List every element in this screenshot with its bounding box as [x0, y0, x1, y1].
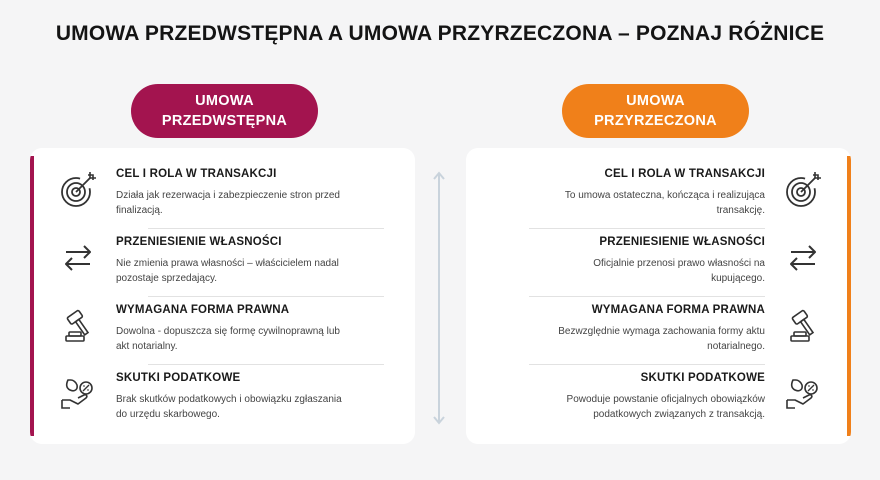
row-description	[520, 188, 765, 218]
left-row-goal	[30, 148, 415, 218]
row-heading: PRZENIESIENIE WŁASNOŚCI	[116, 236, 282, 248]
row-heading: WYMAGANA FORMA PRAWNA	[591, 304, 765, 316]
desc-line: finalizacją.	[116, 205, 163, 216]
left-card	[30, 148, 415, 444]
desc-line: notarialnego.	[707, 341, 765, 352]
right-pill-line1: UMOWA	[626, 93, 685, 109]
right-header-pill	[562, 84, 749, 138]
right-row-ownership	[466, 216, 851, 286]
right-pill-line2: PRZYRZECZONA	[594, 113, 717, 129]
desc-line: Dowolna - dopuszcza się formę cywilnoprawną lub	[116, 326, 340, 337]
desc-line: podatkowych związanych z transakcją.	[593, 409, 765, 420]
row-description	[520, 392, 765, 422]
left-row-tax	[30, 352, 415, 422]
double-arrow-icon	[432, 170, 446, 426]
target-icon	[58, 170, 98, 210]
exchange-arrows-icon	[783, 238, 823, 278]
row-description	[116, 324, 361, 354]
row-heading: SKUTKI PODATKOWE	[116, 372, 241, 384]
row-heading: PRZENIESIENIE WŁASNOŚCI	[599, 236, 765, 248]
exchange-arrows-icon	[58, 238, 98, 278]
gavel-icon	[783, 306, 823, 346]
desc-line: pozostaje sprzedający.	[116, 273, 217, 284]
row-description	[116, 392, 361, 422]
left-pill-line1: UMOWA	[195, 93, 254, 109]
desc-line: Nie zmienia prawa własności – właścicielem nadal	[116, 258, 339, 269]
row-description	[520, 324, 765, 354]
row-description	[520, 256, 765, 286]
desc-line: kupującego.	[711, 273, 765, 284]
left-row-ownership	[30, 216, 415, 286]
row-description	[116, 256, 361, 286]
left-header-pill	[131, 84, 318, 138]
desc-line: do urzędu skarbowego.	[116, 409, 220, 420]
left-row-legal-form	[30, 284, 415, 354]
tax-hand-icon	[783, 374, 823, 414]
left-pill-line2: PRZEDWSTĘPNA	[161, 113, 288, 129]
desc-line: Brak skutków podatkowych i obowiązku zgłaszania	[116, 394, 342, 405]
target-icon	[783, 170, 823, 210]
desc-line: To umowa ostateczna, kończąca i realizująca	[564, 190, 765, 201]
desc-line: akt notarialny.	[116, 341, 178, 352]
desc-line: Bezwzględnie wymaga zachowania formy aktu	[558, 326, 765, 337]
row-heading: CEL I ROLA W TRANSAKCJI	[116, 168, 277, 180]
gavel-icon	[58, 306, 98, 346]
right-row-legal-form	[466, 284, 851, 354]
desc-line: Powoduje powstanie oficjalnych obowiązków	[566, 394, 765, 405]
right-card	[466, 148, 851, 444]
row-description	[116, 188, 361, 218]
desc-line: Działa jak rezerwacja i zabezpieczenie stron przed	[116, 190, 340, 201]
right-row-goal	[466, 148, 851, 218]
desc-line: transakcję.	[716, 205, 765, 216]
tax-hand-icon	[58, 374, 98, 414]
page-title: UMOWA PRZEDWSTĘPNA A UMOWA PRZYRZECZONA – POZNAJ RÓŻNICE	[55, 22, 825, 45]
right-row-tax	[466, 352, 851, 422]
desc-line: Oficjalnie przenosi prawo własności na	[593, 258, 765, 269]
row-heading: SKUTKI PODATKOWE	[640, 372, 765, 384]
row-heading: CEL I ROLA W TRANSAKCJI	[604, 168, 765, 180]
row-heading: WYMAGANA FORMA PRAWNA	[116, 304, 290, 316]
